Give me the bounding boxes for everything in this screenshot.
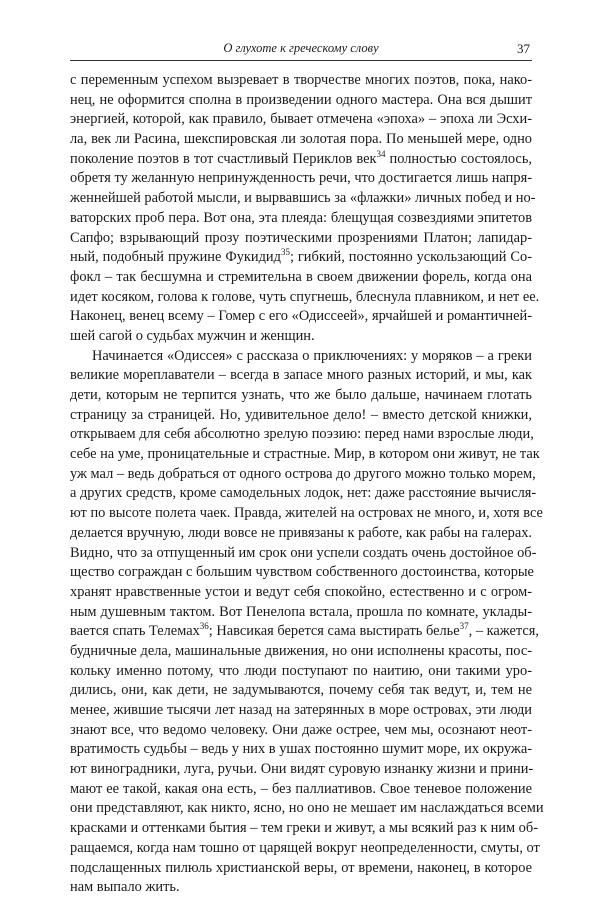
running-title: О глухоте к греческому слову [223, 41, 379, 55]
paragraph [70, 71, 540, 347]
text-line: ют виноградники, луга, ручьи. Они видят суровую изнанку жизни и прини- [70, 761, 534, 778]
text-line: шей сагой о судьбах мужчин и женщин. [70, 327, 315, 344]
text-line: себе на уме, проницательные и страстные. Мир, в котором они живут, не так [70, 446, 540, 463]
text-line: будничные дела, машинальные движения, но они исполнены красоты, пос- [70, 642, 532, 659]
text-line: идет косяком, голова к голове, чуть спугнешь, блеснула плавником, и нет ее. [70, 288, 540, 305]
text-line: поколение поэтов в тот счастливый Периклов век$^{34}$ полностью состоялось, [70, 148, 532, 167]
text-line: нам выпало жить. [70, 879, 180, 896]
text-line: дети, которым не терпится узнать, что же было дальше, начинаем глотать [70, 387, 532, 403]
text-line: мают ее такой, какая она есть, – без паллиативов. Свое теневое положение [70, 780, 532, 797]
text-line: красками и оттенками бытия – тем греки и живут, а мы всякий раз к ним об- [70, 820, 538, 837]
text-line: уж мал – ведь добраться от одного острова до другого можно только морем, [70, 465, 536, 482]
text-line: нец, не оформится сполна в произведении одного мастера. Она вся дышит [70, 91, 532, 108]
text-line: они представляют, как никто, ясно, но оно не мешает им наслаждаться всеми [70, 800, 544, 817]
text-line: ный, подобный пружине Фукидид$^{35}$; гибкий, постоянно ускользающий Со- [70, 247, 533, 266]
text-line: открываем для себя абсолютно зрелую поэзию: перед нами взрослые люди, [70, 426, 534, 443]
text-line: великие мореплаватели – всегда в запасе много разных историй, и мы, как [70, 367, 532, 384]
text-line: с переменным успехом вызревает в творчестве многих поэтов, пока, нако- [70, 72, 532, 88]
text-line: ращаемся, когда нам тошно от царящей вокруг неопределенности, смуты, от [70, 839, 540, 856]
text-line: Наконец, венец всему – Гомер с его «Одиссеей», ярчайшей и романтичней- [70, 308, 532, 325]
text-line: женнейшей работой мысли, и вырвавшись за «флажки» личных побед и но- [70, 190, 536, 207]
text-line: вается спать Телемах$^{36}$; Навсикая берется сама выстирать белье$^{37}$, – кажется, [70, 621, 539, 640]
text-line: вратимость судьбы – ведь у них в ушах постоянно шумит море, их окружа- [70, 741, 532, 758]
text-line: кольку именно потому, что люди поступают по наитию, они такими уро- [70, 662, 532, 679]
text-line: щество сограждан с большим чувством собственного достоинства, которые [70, 564, 534, 581]
paragraph [70, 347, 544, 898]
text-line: Сапфо; взрывающий прозу поэтическими прозрениями Платон; лапидар- [70, 229, 532, 246]
text-line: ным душевным тактом. Вот Пенелопа встала, прошла по комнате, уклады- [70, 603, 532, 620]
text-line: ла, век ли Расина, шекспировская ли золотая пора. По меньшей мере, одно [70, 131, 532, 148]
text-line: Начинается «Одиссея» с рассказа о приключениях: у моряков – а греки [92, 347, 532, 364]
footnote-marker: 35 [280, 247, 290, 258]
text-line: Видно, что за отпущенный им срок они успели создать очень достойное об- [70, 544, 537, 561]
text-line: страницу за страницей. Но, удивительное дело! – вместо детской книжки, [70, 406, 532, 423]
text-line: энергией, которой, как правило, бывает отмечена «эпоха» – эпоха ли Эсхи- [70, 111, 532, 128]
text-line: хранят нравственные устои и ведут себя спокойно, естественно и с огром- [70, 583, 532, 600]
footnote-marker: 34 [376, 148, 386, 159]
running-head [70, 41, 532, 59]
text-line: дились, они, как дети, не задумываются, почему себя так ведут, и, тем не [70, 682, 532, 699]
text-line: ваторских проб пера. Вот она, эта плеяда: блещущая созвездиями эпитетов [70, 209, 532, 226]
text-line: менее, жившие тысячи лет назад на затерянных в море островах, эти люди [70, 702, 532, 718]
footnote-marker: 36 [199, 621, 209, 632]
text-line: фокл – так бесшумна и стремительна в своем движении форель, когда она [70, 268, 532, 285]
text-line: подслащенных пилюль христианской веры, от времени, наконец, в которое [70, 859, 532, 876]
header-rule [70, 60, 532, 61]
text-line: ют по высоте полета чаек. Правда, жителей на островах не много, и, хотя все [70, 505, 543, 522]
body-text [70, 71, 544, 898]
footnote-marker: 37 [459, 621, 469, 632]
text-line: делается вручную, люди вовсе не привязаны к работе, как рабы на галерах. [70, 524, 532, 541]
page-number: 37 [517, 41, 530, 56]
text-line: а других средств, кроме самодельных лодок, нет: даже расстояние вычисля- [70, 485, 537, 502]
text-line: обретя ту желанную непринужденность речи, что достигается лишь напря- [70, 170, 532, 187]
text-line: знают все, что ведомо человеку. Они даже острее, чем мы, осознают неот- [70, 721, 532, 738]
